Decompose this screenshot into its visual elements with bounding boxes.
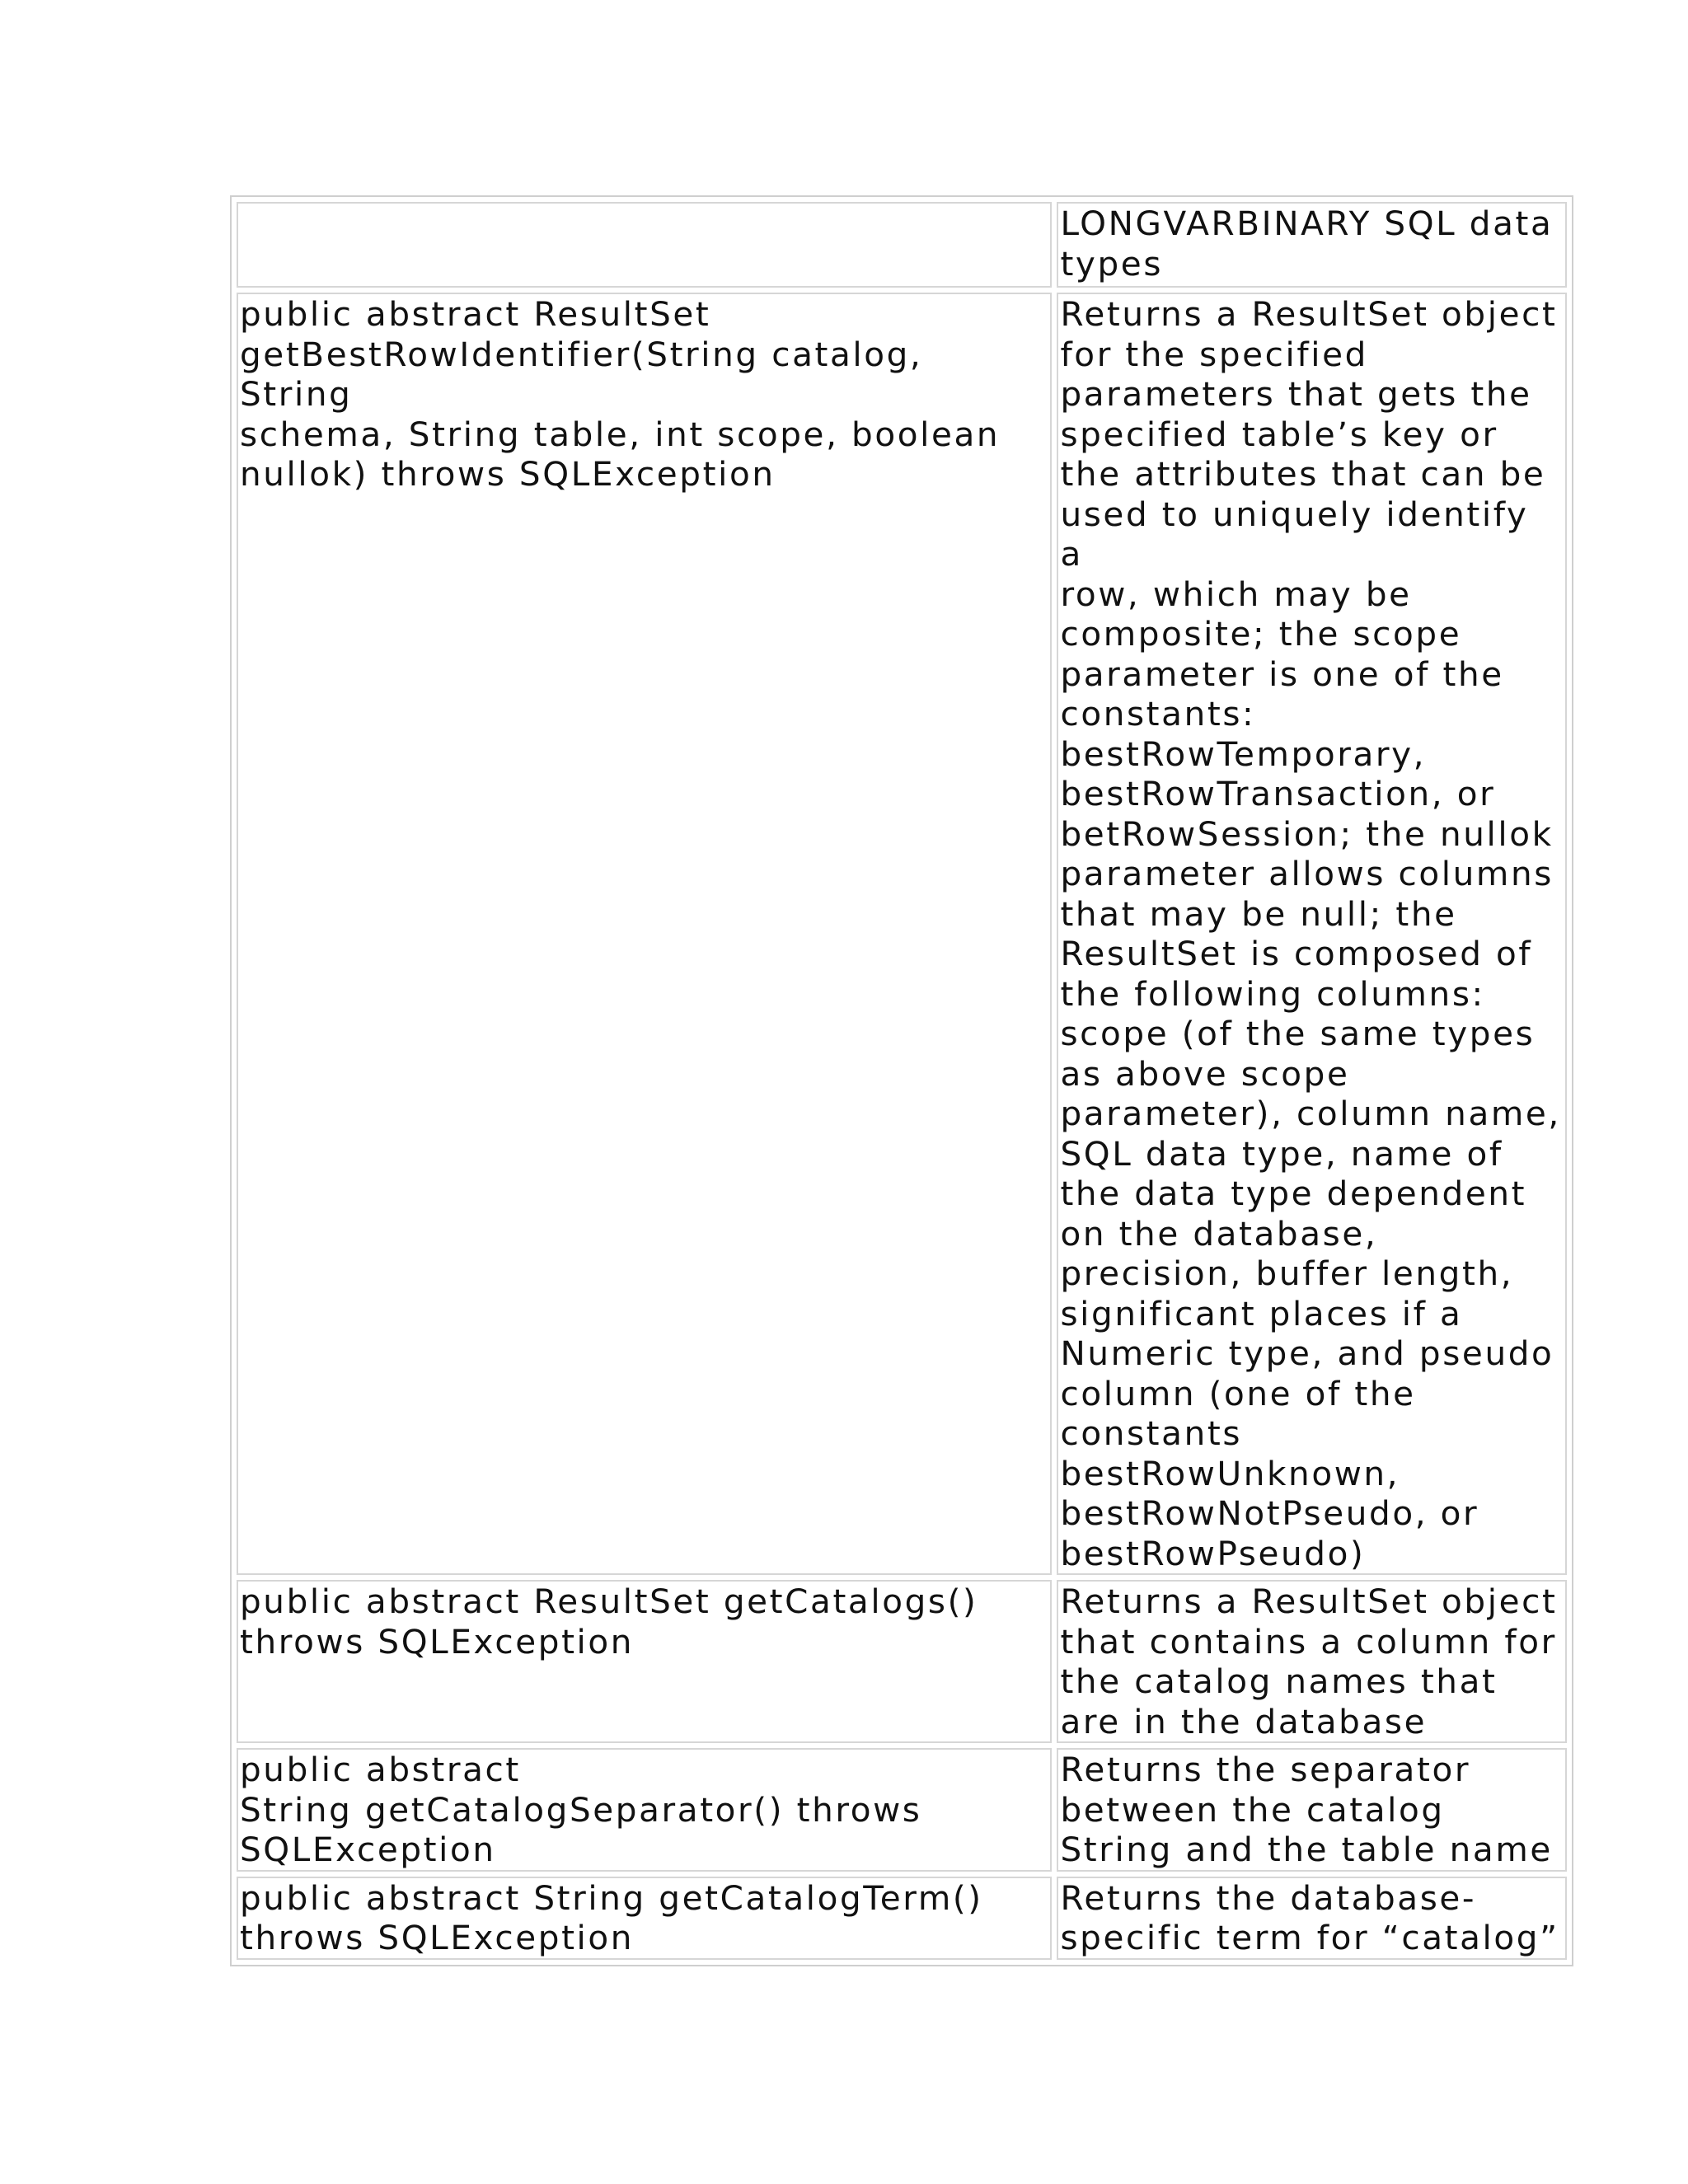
method-signature-cell: public abstract ResultSet getBestRowIdentifier(String catalog, String schema, String table, int scope, boolean nullok) throws SQLException — [237, 293, 1052, 1575]
method-description-cell: LONGVARBINARY SQL data types — [1057, 202, 1567, 288]
table-row — [237, 1580, 1567, 1743]
method-description-cell: Returns the separator between the catalog String and the table name — [1057, 1748, 1567, 1872]
table-row — [237, 202, 1567, 288]
method-description-cell: Returns the database- specific term for “catalog” — [1057, 1877, 1567, 1960]
method-description-cell: Returns a ResultSet object for the specified parameters that gets the specified table’s key or the attributes that can be used to uniquely identify a row, which may be composite; the scope parameter is one of the constants: bestRowTemporary, bestRowTransaction, or betRowSession; the nullok parameter allows columns that may be null; the ResultSet is composed of the following columns: scope (of the same types as above scope parameter), column name, SQL data type, name of the data type dependent on the database, precision, buffer length, significant places if a Numeric type, and pseudo column (one of the constants bestRowUnknown, bestRowNotPseudo, or bestRowPseudo) — [1057, 293, 1567, 1575]
table-row — [237, 1877, 1567, 1960]
method-signature-cell — [237, 202, 1052, 288]
method-table — [230, 195, 1573, 1966]
table-row — [237, 1748, 1567, 1872]
method-description-cell: Returns a ResultSet object that contains a column for the catalog names that are in the database — [1057, 1580, 1567, 1743]
method-signature-cell: public abstract String getCatalogTerm() throws SQLException — [237, 1877, 1052, 1960]
method-signature-cell: public abstract String getCatalogSeparator() throws SQLException — [237, 1748, 1052, 1872]
method-signature-cell: public abstract ResultSet getCatalogs() throws SQLException — [237, 1580, 1052, 1743]
table-row — [237, 293, 1567, 1575]
